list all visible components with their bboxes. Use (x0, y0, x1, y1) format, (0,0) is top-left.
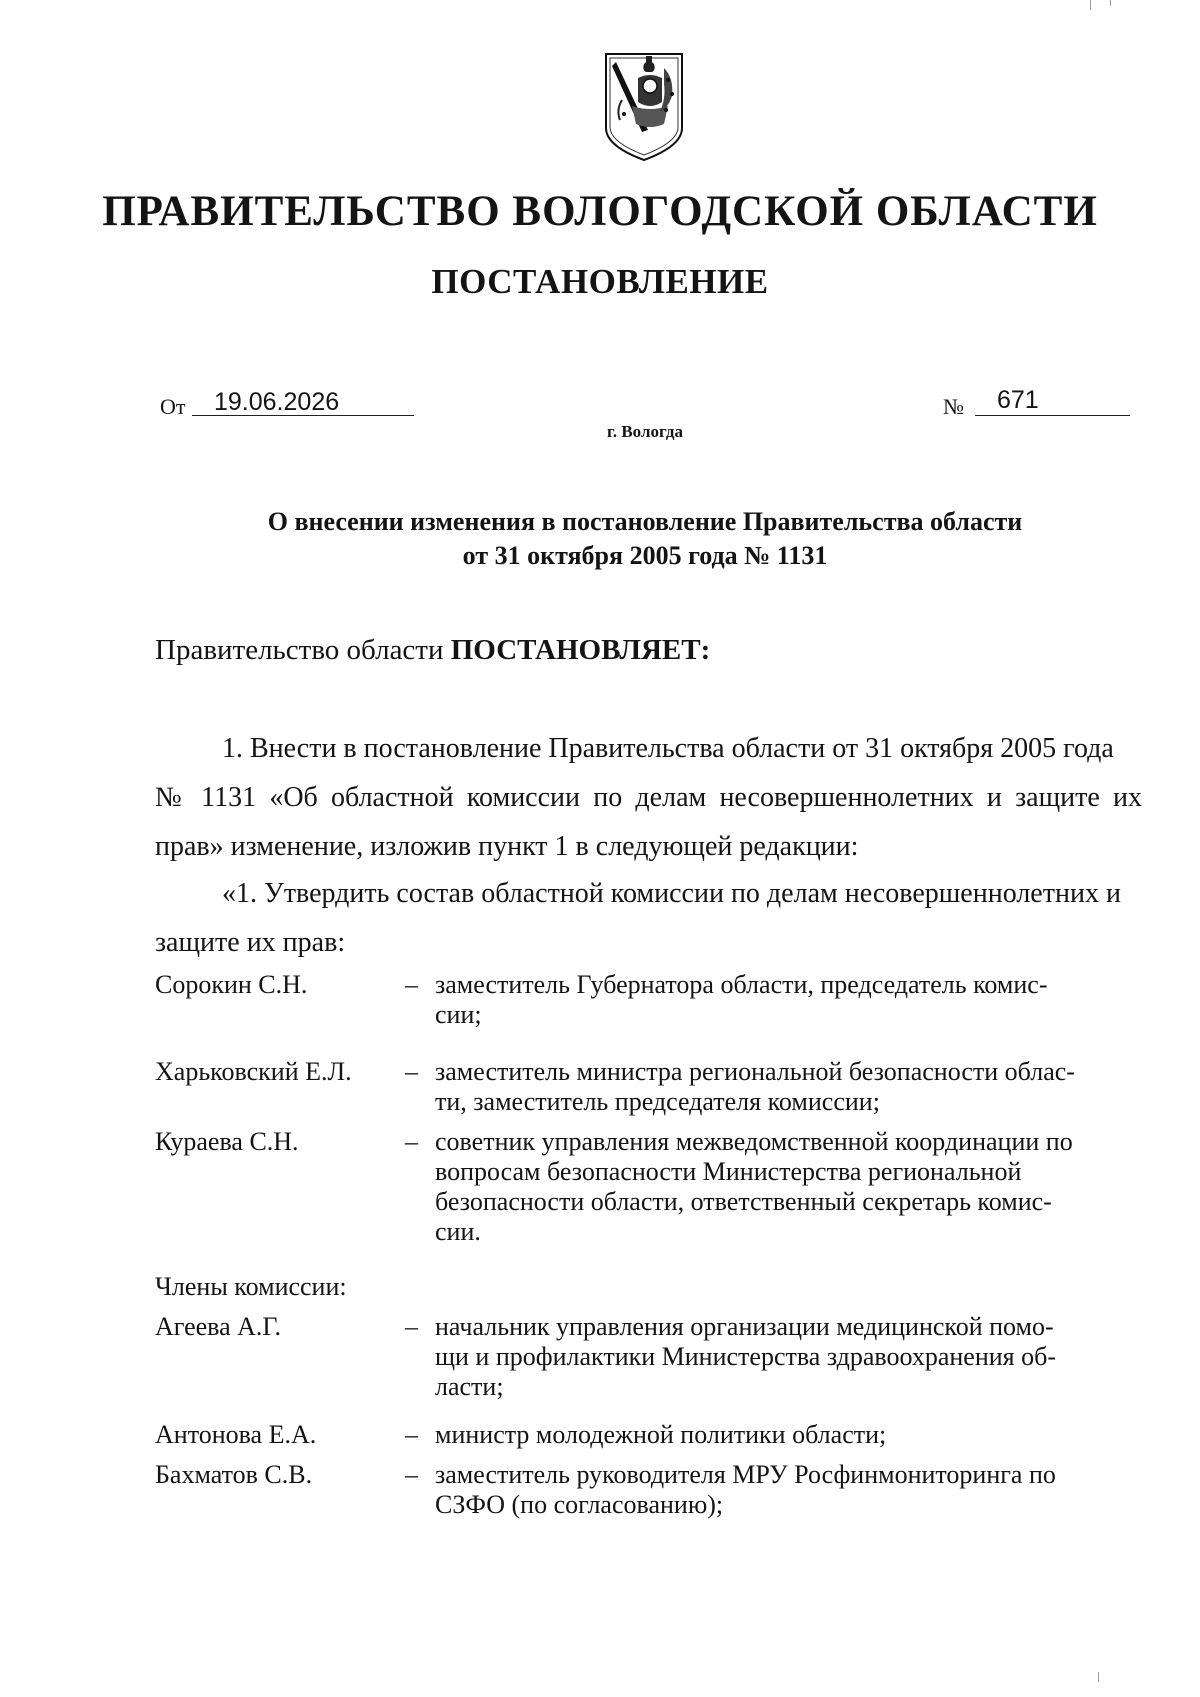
paragraph-line: прав» изменение, изложив пункт 1 в следующей редакции: (155, 831, 859, 862)
member-dash: – (405, 1057, 418, 1086)
paragraph-line: защите их прав: (155, 927, 346, 958)
member-role (435, 1057, 1135, 1117)
resolves-text: Правительство области (155, 634, 444, 666)
scan-artifact (1090, 0, 1091, 10)
role-line: щи и профилактики Министерства здравоохранения об- (435, 1342, 1057, 1371)
document-type: ПОСТАНОВЛЕНИЕ (431, 262, 769, 301)
member-dash: – (405, 1312, 418, 1341)
member-name: Сорокин С.Н. (155, 970, 308, 999)
member-name: Кураева С.Н. (155, 1127, 299, 1156)
member-name: Агеева А.Г. (155, 1312, 282, 1341)
member-role (435, 1420, 1135, 1450)
subject-line: О внесении изменения в постановление Правительства области (267, 507, 1023, 536)
role-line: сии; (435, 1000, 482, 1029)
paragraph-line: «1. Утвердить состав областной комиссии по делам несовершеннолетних и (222, 878, 1121, 909)
scan-artifact (1110, 0, 1111, 6)
date-label: От (160, 394, 186, 419)
members-heading: Члены комиссии: (155, 1272, 347, 1301)
member-role (435, 1460, 1135, 1520)
role-line: советник управления межведомственной координации по (435, 1127, 1073, 1156)
member-name: Бахматов С.В. (155, 1460, 313, 1489)
member-dash: – (405, 970, 418, 999)
role-line: заместитель руководителя МРУ Росфинмониторинга по (435, 1460, 1056, 1489)
scan-artifact (1098, 1672, 1099, 1682)
role-line: начальник управления организации медицинской помо- (435, 1312, 1054, 1341)
subject-line: от 31 октября 2005 года № 1131 (462, 541, 828, 570)
paragraph-line: 1. Внести в постановление Правительства области от 31 октября 2005 года (222, 733, 1114, 764)
role-line: заместитель министра региональной безопасности облас- (435, 1057, 1075, 1086)
coat-of-arms-emblem (602, 50, 686, 162)
member-dash: – (405, 1460, 418, 1489)
member-role (435, 970, 1135, 1030)
resolves-statement (155, 634, 710, 667)
member-name: Харьковский Е.Л. (155, 1057, 352, 1086)
document-subject (0, 505, 1200, 573)
role-line: министр молодежной политики области; (435, 1420, 887, 1449)
role-line: ти, заместитель председателя комиссии; (435, 1087, 880, 1116)
number-value: 671 (975, 386, 1130, 416)
member-dash: – (405, 1127, 418, 1156)
city-name: г. Вологда (607, 422, 683, 441)
member-name: Антонова Е.А. (155, 1420, 317, 1449)
paragraph-2 (155, 869, 1142, 967)
paragraph-line: № 1131 «Об областной комиссии по делам несовершеннолетних и защите их (155, 782, 1142, 813)
role-line: безопасности области, ответственный секретарь комис- (435, 1187, 1052, 1216)
role-line: СЗФО (по согласованию); (435, 1490, 724, 1519)
number-label: № (943, 394, 964, 419)
member-dash: – (405, 1420, 418, 1449)
member-role (435, 1127, 1135, 1247)
role-line: заместитель Губернатора области, председатель комис- (435, 970, 1048, 999)
government-title: ПРАВИТЕЛЬСТВО ВОЛОГОДСКОЙ ОБЛАСТИ (102, 188, 1098, 235)
role-line: вопросам безопасности Министерства региональной (435, 1157, 1022, 1186)
role-line: сии. (435, 1217, 481, 1246)
member-role (435, 1312, 1135, 1402)
date-value: 19.06.2026 (192, 388, 414, 416)
role-line: ласти; (435, 1372, 504, 1401)
paragraph-1 (155, 724, 1142, 871)
resolves-keyword: ПОСТАНОВЛЯЕТ: (450, 634, 711, 666)
